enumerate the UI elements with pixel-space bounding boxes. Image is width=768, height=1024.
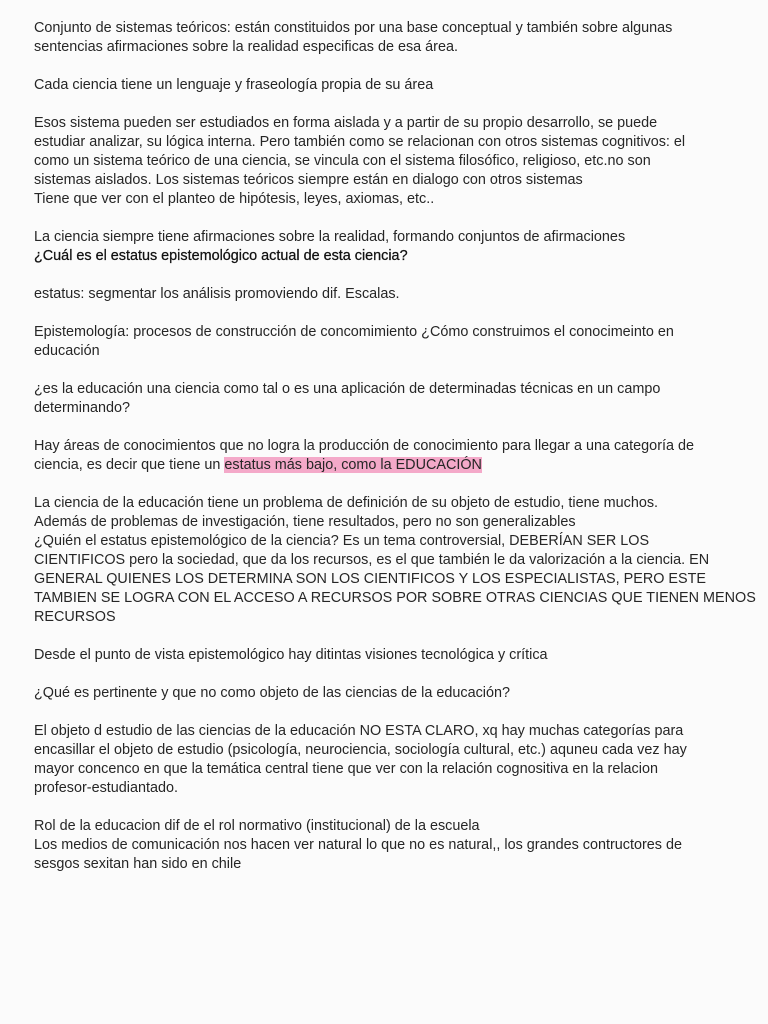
text-line: determinando? <box>34 400 131 416</box>
paragraph-sistemas-teoricos <box>34 19 734 57</box>
text-line: ¿es la educación una ciencia como tal o es una aplicación de determinadas técnicas en un campo <box>34 381 661 397</box>
text-line-with-highlight <box>34 456 734 475</box>
highlighted-text: estatus más bajo, como la EDUCACIÓN <box>224 457 482 473</box>
text-line: mayor concenco en que la temática central tiene que ver con la relación cognositiva en la relacion <box>34 761 658 777</box>
text-line: Desde el punto de vista epistemológico hay ditintas visiones tecnológica y crítica <box>34 647 548 663</box>
paragraph-es-ciencia <box>34 380 734 418</box>
paragraph-pertinente <box>34 684 734 703</box>
paragraph-epistemologia <box>34 323 734 361</box>
paragraph-objeto-estudio <box>34 722 734 798</box>
text-line: Rol de la educacion dif de el rol normativo (institucional) de la escuela <box>34 818 480 834</box>
text-line: educación <box>34 343 100 359</box>
paragraph-lenguaje <box>34 76 734 95</box>
text-line: estatus: segmentar los análisis promoviendo dif. Escalas. <box>34 286 400 302</box>
text-line: La ciencia de la educación tiene un problema de definición de su objeto de estudio, tiene muchos. <box>34 495 659 511</box>
text-line: estudiar analizar, su lógica interna. Pero también como se relacionan con otros sistemas cognitivos: el <box>34 134 686 150</box>
text-line: Además de problemas de investigación, tiene resultados, pero no son generalizables <box>34 514 576 530</box>
text-line: Conjunto de sistemas teóricos: están constituidos por una base conceptual y también sobre algunas <box>34 20 673 36</box>
paragraph-visiones <box>34 646 734 665</box>
question-heading: ¿Cuál es el estatus epistemológico actual de esta ciencia? <box>34 248 408 264</box>
text-line: La ciencia siempre tiene afirmaciones sobre la realidad, formando conjuntos de afirmaciones <box>34 229 626 245</box>
paragraph-ciencia-educacion <box>34 494 756 627</box>
text-line: ¿Qué es pertinente y que no como objeto de las ciencias de la educación? <box>34 685 510 701</box>
text-line: sistemas aislados. Los sistemas teóricos siempre están en dialogo con otros sistemas <box>34 172 583 188</box>
text-line: RECURSOS <box>34 609 116 625</box>
paragraph-afirmaciones <box>34 228 734 266</box>
text-line: ¿Quién el estatus epistemológico de la ciencia? Es un tema controversial, DEBERÍAN SER LOS <box>34 533 650 549</box>
paragraph-estatus <box>34 285 734 304</box>
text-line: Tiene que ver con el planteo de hipótesis, leyes, axiomas, etc.. <box>34 191 435 207</box>
text-line: Cada ciencia tiene un lenguaje y fraseología propia de su área <box>34 77 434 93</box>
text-line: Hay áreas de conocimientos que no logra la producción de conocimiento para llegar a una categoría de <box>34 438 694 454</box>
paragraph-areas-conocimiento <box>34 437 734 475</box>
text-line: profesor-estudiantado. <box>34 780 178 796</box>
paragraph-esos-sistemas <box>34 114 734 209</box>
text-line: Los medios de comunicación nos hacen ver natural lo que no es natural,, los grandes contructores de <box>34 837 682 853</box>
text-line: sentencias afirmaciones sobre la realidad especificas de esa área. <box>34 39 458 55</box>
text-line: Esos sistema pueden ser estudiados en forma aislada y a partir de su propio desarrollo, se puede <box>34 115 658 131</box>
text-line: GENERAL QUIENES LOS DETERMINA SON LOS CIENTIFICOS Y LOS ESPECIALISTAS, PERO ESTE <box>34 571 707 587</box>
text-line: como un sistema teórico de una ciencia, se vincula con el sistema filosófico, religioso, etc.no son <box>34 153 651 169</box>
text-line: CIENTIFICOS pero la sociedad, que da los recursos, es el que también le da valorización a la ciencia. EN <box>34 552 710 568</box>
text-segment: ciencia, es decir que tiene un <box>34 457 225 473</box>
text-line: TAMBIEN SE LOGRA CON EL ACCESO A RECURSOS POR SOBRE OTRAS CIENCIAS QUE TIENEN MENOS <box>34 590 756 606</box>
text-line: encasillar el objeto de estudio (psicología, neurociencia, sociología cultural, etc.) aquneu cada vez hay <box>34 742 687 758</box>
paragraph-rol-educacion <box>34 817 734 874</box>
text-line: sesgos sexitan han sido en chile <box>34 856 242 872</box>
document-page <box>34 19 756 893</box>
text-line: El objeto d estudio de las ciencias de la educación NO ESTA CLARO, xq hay muchas categorías para <box>34 723 684 739</box>
text-line: Epistemología: procesos de construcción de concomimiento ¿Cómo construimos el conocimeinto en <box>34 324 674 340</box>
